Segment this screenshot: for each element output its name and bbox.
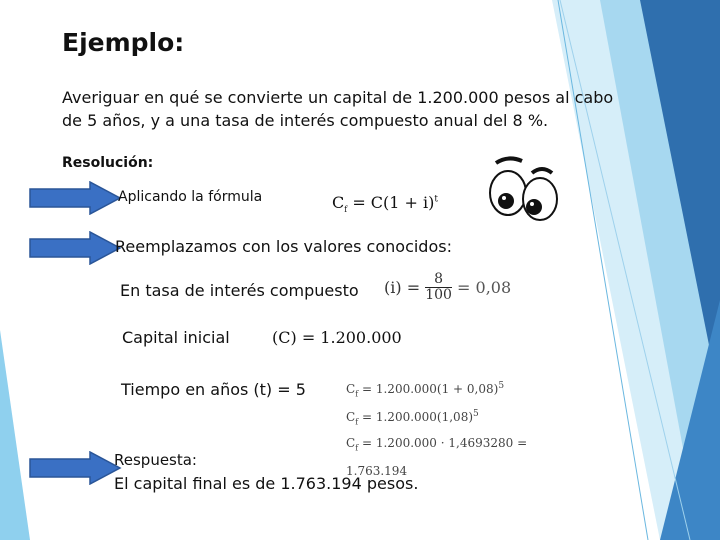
capital-expression: (C) = 1.200.000 xyxy=(272,328,402,347)
slide-title: Ejemplo: xyxy=(62,28,185,57)
problem-statement: Averiguar en qué se convierte un capital de 1.200.000 pesos al cabo de 5 años, y a una tasa de interés compuesto anual del 8 %. xyxy=(62,88,614,130)
right-arrow-icon xyxy=(28,451,122,485)
step-substitute: Reemplazamos con los valores conocidos: xyxy=(115,237,452,256)
answer-heading: Respuesta: xyxy=(114,451,197,469)
rate-fraction: $\frac{8}{100}$ xyxy=(425,271,452,303)
calc-line: $C_f = 1.200.000(1,08)^5$ xyxy=(346,409,479,427)
calculation-steps xyxy=(346,376,582,481)
rate-label: En tasa de interés compuesto xyxy=(120,281,359,300)
time-label: Tiempo en años (t) = 5 xyxy=(121,380,306,399)
calc-line: $C_f = 1.200.000 \cdot 1,4693280 = 1.763.194$ xyxy=(346,435,528,479)
rate-expression: (i) = $\frac{8}{100}$ = 0,08 xyxy=(384,271,512,303)
right-arrow-icon xyxy=(28,181,122,215)
resolution-label: Resolución: xyxy=(62,155,154,171)
deco-left-sliver xyxy=(0,330,30,540)
answer-text: El capital final es de 1.763.194 pesos. xyxy=(114,474,419,493)
capital-label: Capital inicial xyxy=(122,328,230,347)
compound-interest-formula: $C_f = C(1 + i)^t$ xyxy=(332,193,439,215)
cartoon-eyes-icon xyxy=(482,155,572,230)
step-apply-formula: Aplicando la fórmula xyxy=(118,189,263,205)
right-arrow-icon xyxy=(28,231,122,265)
calc-line: $C_f = 1.200.000(1 + 0,08)^5$ xyxy=(346,381,505,399)
